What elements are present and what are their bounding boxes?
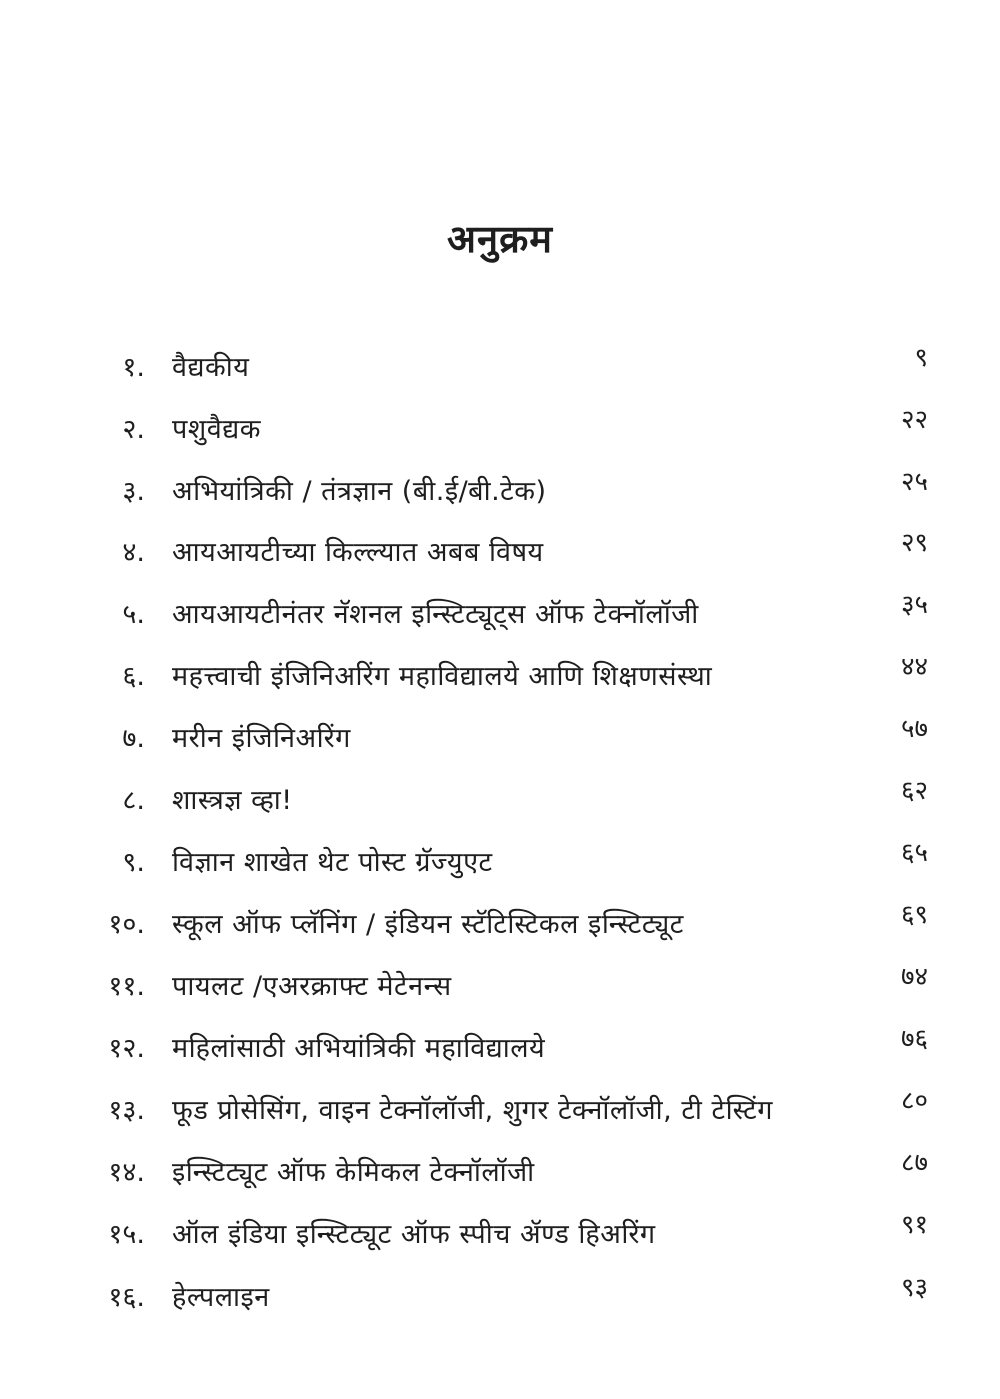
toc-entry-number: ५. <box>122 599 145 630</box>
toc-entry-title: अभियांत्रिकी / तंत्रज्ञान (बी.ई/बी.टेक) <box>172 476 547 507</box>
toc-entry-title: पायलट /एअरक्राफ्ट मेटेनन्स <box>172 971 452 1002</box>
toc-entry <box>0 900 1000 950</box>
toc-entry-title: शास्त्रज्ञ व्हा! <box>172 785 293 816</box>
toc-entry-number: १२. <box>108 1033 145 1064</box>
toc-entry-page: ६२ <box>900 776 928 806</box>
toc-entry <box>0 1210 1000 1260</box>
toc-entry-title: महिलांसाठी अभियांत्रिकी महाविद्यालये <box>172 1033 546 1064</box>
toc-entry-number: ३. <box>122 476 145 507</box>
toc-entry <box>0 776 1000 826</box>
toc-entry <box>0 343 1000 393</box>
toc-entry <box>0 1086 1000 1136</box>
toc-entry-number: १४. <box>108 1157 145 1188</box>
toc-entry-title: फूड प्रोसेसिंग, वाइन टेक्नॉलॉजी, शुगर टेक्नॉलॉजी, टी टेस्टिंग <box>172 1095 773 1126</box>
toc-entry-page: ६९ <box>900 900 928 930</box>
toc-entry-number: १०. <box>108 909 145 940</box>
toc-entry-page: ५७ <box>900 714 928 744</box>
toc-entry-number: ८. <box>122 785 145 816</box>
toc-entry-page: ४४ <box>900 652 928 682</box>
toc-entry-title: हेल्पलाइन <box>172 1282 270 1313</box>
toc-entry-number: ९. <box>122 847 145 878</box>
toc-entry-number: १. <box>122 352 145 383</box>
toc-entry-page: ६५ <box>900 838 928 868</box>
toc-entry-title: ऑल इंडिया इन्स्टिट्यूट ऑफ स्पीच ॲण्ड हिअरिंग <box>172 1219 656 1250</box>
toc-entry <box>0 528 1000 578</box>
toc-entry-page: २५ <box>900 467 928 497</box>
toc-entry-number: १६. <box>108 1282 145 1313</box>
toc-entry-title: आयआयटीच्या किल्ल्यात अबब विषय <box>172 537 544 568</box>
toc-entry-page: ८० <box>900 1086 928 1116</box>
toc-entry-title: वैद्यकीय <box>172 352 250 383</box>
toc-entry <box>0 838 1000 888</box>
toc-entry <box>0 962 1000 1012</box>
toc-entry <box>0 1273 1000 1323</box>
toc-entry-page: २२ <box>900 405 928 435</box>
toc-entry-page: ९३ <box>900 1273 928 1303</box>
toc-entry-number: २. <box>122 414 145 445</box>
page-title: अनुक्रम <box>446 217 554 261</box>
toc-entry-title: इन्स्टिट्यूट ऑफ केमिकल टेक्नॉलॉजी <box>172 1157 535 1188</box>
toc-entry-title: मरीन इंजिनिअरिंग <box>172 723 351 754</box>
toc-entry <box>0 590 1000 640</box>
toc-entry <box>0 1024 1000 1074</box>
toc-entry-number: ६. <box>122 661 145 692</box>
toc-entry-page: ७४ <box>900 962 928 992</box>
toc-entry <box>0 652 1000 702</box>
toc-entry <box>0 405 1000 455</box>
toc-entry-title: महत्त्वाची इंजिनिअरिंग महाविद्यालये आणि शिक्षणसंस्था <box>172 661 713 692</box>
toc-entry-number: ७. <box>122 723 145 754</box>
toc-entry <box>0 467 1000 517</box>
toc-entry-page: ३५ <box>900 590 928 620</box>
toc-entry-page: २९ <box>900 528 928 558</box>
toc-entry-title: आयआयटीनंतर नॅशनल इन्स्टिट्यूट्स ऑफ टेक्नॉलॉजी <box>172 599 699 630</box>
toc-entry-title: विज्ञान शाखेत थेट पोस्ट ग्रॅज्युएट <box>172 847 493 878</box>
toc-entry-page: ९१ <box>900 1210 928 1240</box>
toc-entry-number: ११. <box>108 971 145 1002</box>
toc-entry <box>0 1148 1000 1198</box>
toc-entry-page: ७६ <box>900 1024 928 1054</box>
toc-entry-number: १३. <box>108 1095 145 1126</box>
toc-entry-page: ९ <box>914 343 928 373</box>
toc-entry-page: ८७ <box>900 1148 928 1178</box>
toc-entry-number: १५. <box>108 1219 145 1250</box>
toc-entry-title: पशुवैद्यक <box>172 414 261 445</box>
toc-entry <box>0 714 1000 764</box>
toc-entry-title: स्कूल ऑफ प्लॅनिंग / इंडियन स्टॅटिस्टिकल इन्स्टिट्यूट <box>172 909 684 940</box>
toc-entry-number: ४. <box>122 537 145 568</box>
